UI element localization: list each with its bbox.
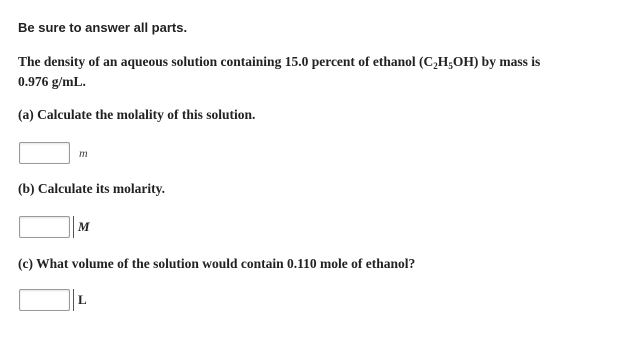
question-b-label: (b) Calculate its molarity. (18, 181, 165, 196)
unit-b-label (73, 216, 90, 238)
answer-a-input[interactable] (19, 142, 70, 164)
problem-statement (18, 52, 603, 92)
unit-b-text: M (78, 219, 90, 234)
answer-row-b (19, 216, 90, 238)
formula-subscript-2: 2 (433, 61, 438, 71)
unit-c-label (73, 289, 87, 311)
answer-row-a (19, 142, 88, 164)
problem-text-part1: The density of an aqueous solution containing 15.0 percent of ethanol (C (18, 54, 434, 69)
unit-a-label (73, 142, 88, 164)
formula-subscript-5: 5 (448, 61, 453, 71)
unit-a-text: m (79, 146, 88, 160)
problem-text-part2: H (437, 54, 449, 69)
question-a-label: (a) Calculate the molality of this solution. (18, 107, 256, 122)
instructions-text: Be sure to answer all parts. (18, 20, 188, 35)
answer-b-input[interactable] (19, 216, 70, 238)
answer-c-input[interactable] (19, 289, 70, 311)
problem-line-1 (18, 52, 603, 72)
problem-text-part3: OH) by mass is (452, 54, 541, 69)
answer-row-c (19, 289, 87, 311)
problem-line-2: 0.976 g/mL. (18, 74, 86, 89)
question-c-label: (c) What volume of the solution would contain 0.110 mole of ethanol? (18, 256, 416, 271)
unit-c-text: L (78, 292, 87, 307)
